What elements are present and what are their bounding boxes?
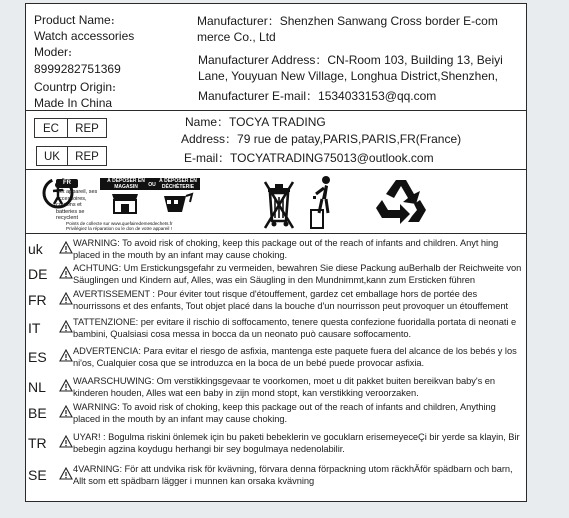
triman-footer2: Privilégiez la réparation ou le don de votre appareil ! [66,226,172,231]
language-code: TR [28,435,47,451]
warning-triangle-icon [59,320,73,333]
rep-address: Address：79 rue de patay,PARIS,PARIS,FR(France) [181,132,462,146]
warning-text: ADVERTENCIA: Para evitar el riesgo de asfixia, mantenga este paquete fuera del alcance de los bebés y los ni'os, Cualquier cosa que se introduzca en la boca de un bebé puede provocar asfixia. [73,346,517,369]
warning-triangle-icon [59,467,73,480]
warning-triangle-icon [59,379,73,392]
warning-triangle-icon [59,435,73,448]
product-label [25,3,527,502]
divider-top [26,110,526,111]
cat-text: Cet appareil, ses accessoires, cordons et batteries se recyclent [56,189,98,222]
manufacturer-name-line1: Manufacturer：Shenzhen Sanwang Cross border E-com [197,14,498,28]
language-code: IT [28,320,41,336]
uk-box: UK [36,146,68,166]
language-code: NL [28,379,46,395]
manufacturer-address-line1: Manufacturer Address：CN-Room 103, Building 13, Beiyi [198,53,503,67]
ec-rep-box: REP [67,118,107,138]
warning-text: WAARSCHUWING: Om verstikkingsgevaar te voorkomen, moet u dit pakket buiten bereikvan baby's en kinderen houden, Alles wat een baby in zijn mond stopt, kan verstikking veroorzaken. [73,376,495,399]
origin-value: Made In China [34,96,113,110]
product-name-value: Watch accessories [34,29,135,43]
uk-rep-box: REP [67,146,107,166]
dechet-title: À DÉPOSER EN DÉCHÈTERIE [159,178,197,190]
store-icon [110,192,140,214]
store-title: À DÉPOSER EN MAGASIN [107,178,145,190]
language-code: BE [28,405,47,421]
recycle-icon [372,176,430,230]
person-litter-icon [310,174,334,230]
warning-text: 4VARNING: För att undvika risk för kvävning, förvara denna förpackning utom räckhÄför spädbarn och barn, Allt som ett spädbarn lägger i munnen kan orsaka kvävning [73,464,513,487]
language-code: DE [28,266,48,282]
rep-name: Name：TOCYA TRADING [185,115,326,129]
manufacturer-address-line2: Lane, Youyuan New Village, Longhua District,Shenzhen, [198,69,498,83]
language-code: SE [28,467,47,483]
dechet-icon [162,192,194,214]
or-text: OU [148,182,156,188]
origin-label: Countrp Origin։ [34,80,117,94]
product-name-label: Product Name։ [34,13,115,27]
language-code: uk [28,241,43,257]
model-label: Moder։ [34,45,73,59]
bin-crossed-icon [262,174,296,232]
model-value: 8999282751369 [34,62,121,76]
divider-middle [26,169,526,170]
warning-triangle-icon [59,241,73,254]
warning-triangle-icon [59,349,73,362]
language-code: ES [28,349,47,365]
manufacturer-email: Manufacturer E-mail：1534033153@qq.com [198,89,437,103]
divider-bottom [26,233,526,234]
warning-text: WARNING: To avoid risk of choking, keep this package out of the reach of infants and children, Anything placed in the mouth by an infant may cause choking. [73,402,496,425]
warning-text: WARNING: To avoid risk of choking, keep this package out of the reach of infants and children. Anyt hing placed in the mouth by an infant may cause choking. [73,238,499,261]
warning-text: AVERTISSEMENT : Pour éviter tout risque d'étouffement, gardez cet emballage hors de portée des nourrissons et des enfants, Tout objet placé dans la bouche d'un nourrisson peut provoquer un étouffement [73,289,508,312]
warning-triangle-icon [59,266,73,279]
fr-badge: FR [56,179,78,188]
warning-triangle-icon [59,292,73,305]
triman-footer1: Points de collecte sur www.quefairedemesdechets.fr [66,221,173,226]
manufacturer-name-line2: merce Co., Ltd [197,30,276,44]
warning-text: UYAR! : Bogulma riskini önlemek için bu paketi bebeklerin ve gocuklarn erisemeyeceÇi bir yerde sa klayin, Bir bebegin agzina koydugu herhangi bir sey bogulmaya nedenolabilir. [73,432,520,455]
warning-triangle-icon [59,405,73,418]
warning-text: ACHTUNG: Um Erstickungsgefahr zu vermeiden, bewahren Sie diese Packung auBerhalb der Reichweite von Säuglingen und Kindern auf, Alles, was ein Säugling in den Mundnimmt,kann zum Ersticken führen [73,263,522,286]
language-code: FR [28,292,47,308]
warning-text: TATTENZIONE: per evitare il rischio di soffocamento, tenere questa confezione fuoridalla portata di neonati e bambini, Qualsiasi cosa messa in bocca da un neonato può causare soffocamento. [73,317,517,340]
rep-email: E-mail：TOCYATRADING75013@outlook.com [184,151,434,165]
ec-box: EC [34,118,68,138]
